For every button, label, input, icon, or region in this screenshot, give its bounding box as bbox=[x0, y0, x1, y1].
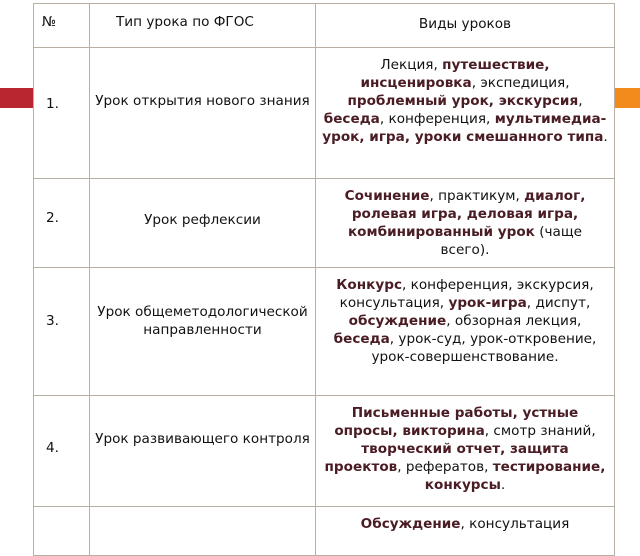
row-number: 2. bbox=[46, 210, 59, 226]
lesson-kind-text: , bbox=[578, 93, 583, 109]
lesson-type: Урок открытия нового знания bbox=[95, 93, 310, 109]
lesson-kind-text: . bbox=[500, 477, 506, 493]
lesson-kind-text: , урок-суд, урок-откровение, урок-совершенствование. bbox=[371, 331, 597, 365]
lesson-kind-text: , диспут, bbox=[526, 295, 591, 311]
table-row bbox=[34, 507, 615, 556]
table-row bbox=[34, 396, 615, 507]
table-row bbox=[34, 268, 615, 396]
row-number: 3. bbox=[46, 313, 59, 329]
lesson-kind-keyword: диалог, ролевая игра, деловая игра, комбинированный урок bbox=[347, 188, 586, 240]
lesson-kind-keyword: путешествие, инсценировка bbox=[360, 57, 550, 91]
row-number-cell bbox=[34, 179, 90, 268]
lesson-type: Урок общеметодологической направленности bbox=[97, 304, 308, 338]
row-number-cell bbox=[34, 268, 90, 396]
lesson-kind-text: , рефератов, bbox=[397, 459, 493, 475]
lesson-types-table bbox=[33, 3, 615, 556]
lesson-kind-keyword: беседа bbox=[323, 111, 380, 127]
lesson-kind-keyword: Письменные работы, устные опросы, викторина bbox=[334, 405, 579, 439]
lesson-kind-keyword: тестирование, конкурсы bbox=[424, 459, 606, 493]
header-lesson-type: Тип урока по ФГОС bbox=[90, 4, 316, 48]
table-header-row bbox=[34, 4, 615, 48]
lesson-kinds bbox=[316, 48, 615, 179]
lesson-kind-keyword: Сочинение bbox=[344, 188, 430, 204]
lesson-kind-text: , практикум, bbox=[429, 188, 525, 204]
header-number: № bbox=[34, 4, 90, 48]
lesson-kind-text: , конференция, экскурсия, консультация, bbox=[339, 277, 594, 311]
lesson-kind-keyword: мультимедиа-урок, игра, уроки смешанного типа bbox=[322, 111, 607, 145]
lesson-kind-keyword: Конкурс bbox=[336, 277, 403, 293]
lesson-kind-text: (чаще всего). bbox=[440, 224, 583, 258]
row-number-cell bbox=[34, 507, 90, 556]
lesson-type-cell bbox=[90, 396, 316, 507]
lesson-type-cell bbox=[90, 507, 316, 556]
lesson-kind-text: , экспедиция, bbox=[471, 75, 570, 91]
lesson-kinds bbox=[316, 268, 615, 396]
lesson-kind-keyword: творческий отчет, защита проектов bbox=[324, 441, 569, 475]
lesson-type-cell bbox=[90, 48, 316, 179]
lesson-type: Урок развивающего контроля bbox=[95, 431, 310, 447]
lesson-type: Урок рефлексии bbox=[144, 212, 261, 228]
row-number: 4. bbox=[46, 440, 59, 456]
lesson-type-cell bbox=[90, 268, 316, 396]
lesson-kind-keyword: обсуждение bbox=[348, 313, 447, 329]
lesson-kind-text: , смотр знаний, bbox=[484, 423, 596, 439]
lesson-kind-text: , обзорная лекция, bbox=[446, 313, 582, 329]
lesson-kind-keyword: урок-игра bbox=[448, 295, 527, 311]
lesson-kind-text: , консультация bbox=[460, 516, 570, 532]
lesson-kind-keyword: беседа bbox=[333, 331, 390, 347]
lesson-kinds bbox=[316, 396, 615, 507]
row-number-cell bbox=[34, 48, 90, 179]
lesson-kind-keyword: Обсуждение bbox=[360, 516, 461, 532]
lesson-kinds bbox=[316, 507, 615, 556]
lesson-kind-keyword: проблемный урок, экскурсия bbox=[347, 93, 579, 109]
header-lesson-kinds: Виды уроков bbox=[316, 4, 615, 48]
row-number-cell bbox=[34, 396, 90, 507]
table-row bbox=[34, 48, 615, 179]
row-number: 1. bbox=[46, 96, 59, 112]
table-row bbox=[34, 179, 615, 268]
lesson-kind-text: . bbox=[603, 129, 608, 145]
lesson-kinds bbox=[316, 179, 615, 268]
lesson-type-cell bbox=[90, 179, 316, 268]
lesson-kind-text: , конференция, bbox=[379, 111, 495, 127]
lesson-kind-text: Лекция, bbox=[380, 57, 443, 73]
